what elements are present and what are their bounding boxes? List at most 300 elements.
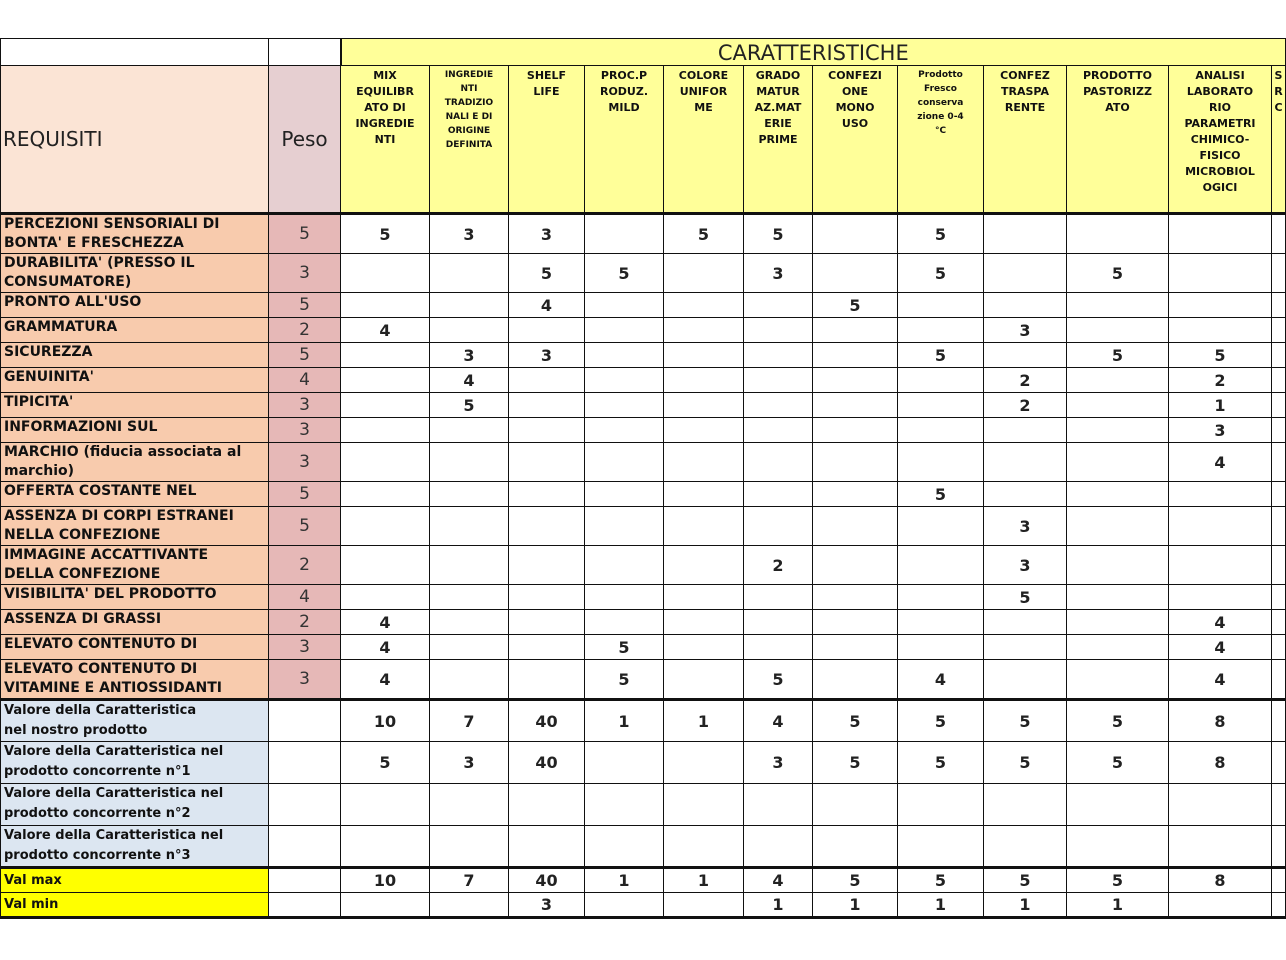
summary-cell [585, 784, 664, 826]
matrix-cell: 5 [898, 214, 984, 254]
requirement-label: ELEVATO CONTENUTO DI VITAMINE E ANTIOSSIDANTI [1, 660, 269, 700]
matrix-cell: 3 [430, 343, 509, 368]
peso-value: 4 [269, 368, 341, 393]
matrix-cell [1272, 318, 1286, 343]
matrix-cell: 5 [1169, 343, 1272, 368]
matrix-cell [984, 418, 1067, 443]
summary-cell [1067, 784, 1169, 826]
minmax-cell [1272, 868, 1286, 893]
requirement-row [1, 318, 1286, 343]
matrix-cell: 3 [984, 507, 1067, 546]
summary-cell [1067, 826, 1169, 868]
matrix-cell [1067, 293, 1169, 318]
requirement-row [1, 393, 1286, 418]
summary-cell: 3 [430, 742, 509, 784]
summary-cell [430, 784, 509, 826]
requirement-label: ASSENZA DI CORPI ESTRANEI NELLA CONFEZIONE [1, 507, 269, 546]
matrix-cell [585, 418, 664, 443]
matrix-cell: 3 [744, 254, 813, 293]
peso-value: 3 [269, 418, 341, 443]
matrix-cell [664, 610, 744, 635]
summary-label: Valore della Caratteristica nel prodotto concorrente n°2 [1, 784, 269, 826]
summary-cell: 40 [509, 700, 585, 742]
matrix-cell [509, 660, 585, 700]
matrix-cell: 4 [509, 293, 585, 318]
summary-cell [1272, 826, 1286, 868]
matrix-cell [430, 507, 509, 546]
column-header: SHELF LIFE [509, 66, 585, 214]
requirement-label: VISIBILITA' DEL PRODOTTO [1, 585, 269, 610]
column-header: GRADO MATUR AZ.MAT ERIE PRIME [744, 66, 813, 214]
matrix-cell [1169, 507, 1272, 546]
matrix-cell [1169, 546, 1272, 585]
matrix-cell [664, 546, 744, 585]
matrix-cell [813, 318, 898, 343]
matrix-cell [984, 610, 1067, 635]
matrix-cell [1272, 343, 1286, 368]
matrix-cell: 2 [1169, 368, 1272, 393]
val-min-row [1, 893, 1286, 918]
matrix-cell [984, 482, 1067, 507]
matrix-cell [813, 393, 898, 418]
matrix-cell: 4 [341, 318, 430, 343]
matrix-cell [1169, 293, 1272, 318]
summary-cell [1169, 826, 1272, 868]
requirement-row [1, 254, 1286, 293]
matrix-cell [1067, 546, 1169, 585]
requirement-label: MARCHIO (fiducia associata al marchio) [1, 443, 269, 482]
blank-cell [269, 700, 341, 742]
matrix-cell [585, 443, 664, 482]
requisiti-header: REQUISITI [1, 66, 269, 214]
minmax-cell: 1 [664, 868, 744, 893]
matrix-cell [984, 293, 1067, 318]
summary-row [1, 700, 1286, 742]
minmax-cell: 4 [744, 868, 813, 893]
summary-cell [664, 826, 744, 868]
minmax-cell: 5 [898, 868, 984, 893]
matrix-cell [341, 482, 430, 507]
requirement-row [1, 418, 1286, 443]
matrix-cell [341, 254, 430, 293]
minmax-cell [1169, 893, 1272, 918]
matrix-cell [744, 635, 813, 660]
matrix-cell [1067, 660, 1169, 700]
summary-cell: 1 [664, 700, 744, 742]
matrix-cell [813, 635, 898, 660]
column-header: PRODOTTO PASTORIZZ ATO [1067, 66, 1169, 214]
matrix-cell [813, 546, 898, 585]
minmax-cell [430, 893, 509, 918]
summary-cell: 5 [898, 700, 984, 742]
summary-cell: 8 [1169, 742, 1272, 784]
matrix-cell [898, 546, 984, 585]
matrix-cell [1067, 318, 1169, 343]
matrix-cell [813, 418, 898, 443]
peso-value: 5 [269, 482, 341, 507]
summary-cell [984, 784, 1067, 826]
matrix-cell [509, 368, 585, 393]
matrix-cell: 3 [984, 318, 1067, 343]
column-header: COLORE UNIFOR ME [664, 66, 744, 214]
minmax-cell: 5 [1067, 868, 1169, 893]
peso-value: 5 [269, 293, 341, 318]
matrix-cell [744, 368, 813, 393]
requirement-label: ELEVATO CONTENUTO DI [1, 635, 269, 660]
matrix-cell [664, 418, 744, 443]
peso-value: 5 [269, 343, 341, 368]
matrix-cell [664, 507, 744, 546]
matrix-cell: 5 [744, 214, 813, 254]
matrix-cell [813, 610, 898, 635]
minmax-cell: 1 [813, 893, 898, 918]
matrix-cell [585, 318, 664, 343]
matrix-cell: 5 [898, 343, 984, 368]
matrix-cell [430, 418, 509, 443]
summary-cell: 8 [1169, 700, 1272, 742]
matrix-cell [898, 393, 984, 418]
matrix-cell [744, 610, 813, 635]
summary-row [1, 742, 1286, 784]
matrix-cell [744, 507, 813, 546]
matrix-cell [1272, 660, 1286, 700]
matrix-cell [664, 585, 744, 610]
matrix-cell [813, 254, 898, 293]
summary-label: Valore della Caratteristica nel prodotto concorrente n°1 [1, 742, 269, 784]
blank-cell [1, 39, 269, 66]
matrix-cell [898, 443, 984, 482]
matrix-cell [744, 343, 813, 368]
minmax-cell: 5 [984, 868, 1067, 893]
requirement-label: PERCEZIONI SENSORIALI DI BONTA' E FRESCHEZZA [1, 214, 269, 254]
matrix-cell [1067, 393, 1169, 418]
column-header: MIX EQUILIBR ATO DI INGREDIE NTI [341, 66, 430, 214]
matrix-cell [664, 343, 744, 368]
summary-cell: 5 [341, 742, 430, 784]
summary-row [1, 784, 1286, 826]
matrix-cell [664, 293, 744, 318]
minmax-cell: 5 [813, 868, 898, 893]
column-header-row [1, 66, 1286, 214]
summary-cell [744, 826, 813, 868]
matrix-cell [744, 443, 813, 482]
matrix-cell [1272, 214, 1286, 254]
matrix-cell [1169, 254, 1272, 293]
matrix-cell [1067, 610, 1169, 635]
matrix-cell [898, 610, 984, 635]
matrix-cell: 5 [1067, 343, 1169, 368]
column-header: S R C [1272, 66, 1286, 214]
matrix-cell [898, 507, 984, 546]
matrix-cell [509, 443, 585, 482]
minmax-cell [341, 893, 430, 918]
matrix-cell: 4 [341, 660, 430, 700]
matrix-cell [744, 418, 813, 443]
summary-row [1, 826, 1286, 868]
matrix-cell [898, 318, 984, 343]
matrix-cell: 5 [898, 482, 984, 507]
matrix-cell: 5 [585, 660, 664, 700]
matrix-cell: 5 [1067, 254, 1169, 293]
peso-value: 2 [269, 546, 341, 585]
minmax-cell: 7 [430, 868, 509, 893]
matrix-cell [813, 368, 898, 393]
matrix-cell [898, 635, 984, 660]
matrix-cell [744, 318, 813, 343]
matrix-cell [984, 443, 1067, 482]
matrix-cell [813, 343, 898, 368]
matrix-cell: 5 [341, 214, 430, 254]
minmax-cell [1272, 893, 1286, 918]
caratteristiche-title: CARATTERISTICHE [341, 39, 1286, 66]
matrix-cell: 2 [984, 393, 1067, 418]
summary-cell [813, 784, 898, 826]
minmax-cell: 8 [1169, 868, 1272, 893]
matrix-cell [813, 482, 898, 507]
peso-header: Peso [269, 66, 341, 214]
matrix-cell [1067, 368, 1169, 393]
matrix-cell [430, 254, 509, 293]
matrix-cell [664, 393, 744, 418]
minmax-cell: 1 [1067, 893, 1169, 918]
summary-cell [898, 784, 984, 826]
summary-cell [1272, 742, 1286, 784]
requirement-label: SICUREZZA [1, 343, 269, 368]
matrix-cell: 5 [984, 585, 1067, 610]
matrix-cell [1067, 585, 1169, 610]
peso-value: 2 [269, 318, 341, 343]
matrix-cell [744, 293, 813, 318]
peso-value: 3 [269, 635, 341, 660]
matrix-cell [341, 546, 430, 585]
matrix-cell [813, 660, 898, 700]
matrix-cell [430, 635, 509, 660]
matrix-cell [1067, 214, 1169, 254]
matrix-cell [509, 318, 585, 343]
matrix-cell [430, 546, 509, 585]
peso-value: 4 [269, 585, 341, 610]
matrix-cell [509, 507, 585, 546]
matrix-cell [341, 585, 430, 610]
requirement-label: DURABILITA' (PRESSO IL CONSUMATORE) [1, 254, 269, 293]
matrix-cell [509, 546, 585, 585]
matrix-cell [1067, 635, 1169, 660]
matrix-cell: 3 [1169, 418, 1272, 443]
matrix-cell: 3 [984, 546, 1067, 585]
summary-cell [430, 826, 509, 868]
matrix-cell [1272, 482, 1286, 507]
matrix-cell: 4 [1169, 610, 1272, 635]
matrix-cell [898, 293, 984, 318]
peso-value: 5 [269, 214, 341, 254]
matrix-cell: 3 [509, 343, 585, 368]
matrix-cell [585, 482, 664, 507]
requirement-row [1, 635, 1286, 660]
column-header: CONFEZ TRASPA RENTE [984, 66, 1067, 214]
summary-cell: 4 [744, 700, 813, 742]
matrix-cell: 4 [898, 660, 984, 700]
matrix-cell [813, 585, 898, 610]
matrix-cell: 5 [744, 660, 813, 700]
matrix-cell [1272, 507, 1286, 546]
matrix-cell: 1 [1169, 393, 1272, 418]
matrix-cell [1067, 507, 1169, 546]
title-row [1, 39, 1286, 66]
requirement-label: IMMAGINE ACCATTIVANTE DELLA CONFEZIONE [1, 546, 269, 585]
matrix-cell [813, 214, 898, 254]
blank-cell [269, 868, 341, 893]
matrix-cell [1272, 393, 1286, 418]
requirement-label: OFFERTA COSTANTE NEL [1, 482, 269, 507]
matrix-cell [984, 214, 1067, 254]
peso-value: 3 [269, 393, 341, 418]
column-header: Prodotto Fresco conserva zione 0-4 °C [898, 66, 984, 214]
matrix-cell [430, 660, 509, 700]
summary-cell [585, 742, 664, 784]
matrix-cell: 4 [341, 635, 430, 660]
blank-cell [269, 742, 341, 784]
matrix-cell [664, 368, 744, 393]
summary-cell [341, 784, 430, 826]
matrix-cell [585, 507, 664, 546]
matrix-cell [984, 343, 1067, 368]
matrix-cell: 5 [813, 293, 898, 318]
matrix-cell: 5 [509, 254, 585, 293]
matrix-cell [1169, 214, 1272, 254]
minmax-cell [585, 893, 664, 918]
requirement-row [1, 507, 1286, 546]
requirement-label: GENUINITA' [1, 368, 269, 393]
matrix-cell [984, 254, 1067, 293]
summary-cell: 5 [984, 700, 1067, 742]
minmax-cell: 40 [509, 868, 585, 893]
matrix-cell [664, 482, 744, 507]
matrix-cell [430, 585, 509, 610]
matrix-cell [341, 443, 430, 482]
matrix-cell [898, 418, 984, 443]
summary-cell [664, 742, 744, 784]
summary-cell: 5 [813, 700, 898, 742]
matrix-cell: 5 [664, 214, 744, 254]
matrix-cell [1169, 585, 1272, 610]
matrix-cell [813, 443, 898, 482]
val-max-row [1, 868, 1286, 893]
matrix-cell: 5 [898, 254, 984, 293]
matrix-cell [585, 368, 664, 393]
summary-cell [813, 826, 898, 868]
matrix-cell [898, 585, 984, 610]
requirement-row [1, 660, 1286, 700]
matrix-cell [1067, 443, 1169, 482]
requirement-row [1, 293, 1286, 318]
matrix-cell: 4 [1169, 443, 1272, 482]
matrix-cell [585, 610, 664, 635]
matrix-cell [1067, 482, 1169, 507]
matrix-cell [1169, 482, 1272, 507]
column-header: PROC.P RODUZ. MILD [585, 66, 664, 214]
summary-cell [898, 826, 984, 868]
matrix-cell [1272, 610, 1286, 635]
peso-value: 3 [269, 443, 341, 482]
matrix-cell [585, 393, 664, 418]
summary-cell [1169, 784, 1272, 826]
column-header: INGREDIE NTI TRADIZIO NALI E DI ORIGINE DEFINITA [430, 66, 509, 214]
matrix-cell [984, 635, 1067, 660]
minmax-cell: 1 [585, 868, 664, 893]
matrix-cell [509, 635, 585, 660]
summary-cell [744, 784, 813, 826]
blank-cell [269, 826, 341, 868]
matrix-cell [585, 585, 664, 610]
minmax-cell: 1 [898, 893, 984, 918]
matrix-cell [664, 443, 744, 482]
matrix-cell: 4 [1169, 660, 1272, 700]
matrix-cell: 5 [430, 393, 509, 418]
matrix-cell [509, 418, 585, 443]
summary-cell: 5 [898, 742, 984, 784]
summary-cell: 1 [585, 700, 664, 742]
summary-label: Valore della Caratteristica nel nostro prodotto [1, 700, 269, 742]
matrix-cell [585, 214, 664, 254]
matrix-cell: 4 [1169, 635, 1272, 660]
summary-cell [664, 784, 744, 826]
blank-cell [269, 39, 341, 66]
summary-cell [984, 826, 1067, 868]
matrix-cell [341, 293, 430, 318]
matrix-cell [1272, 368, 1286, 393]
matrix-cell [984, 660, 1067, 700]
summary-cell [341, 826, 430, 868]
matrix-cell [509, 393, 585, 418]
matrix-cell [744, 482, 813, 507]
matrix-cell: 3 [430, 214, 509, 254]
matrix-cell [585, 546, 664, 585]
summary-cell: 3 [744, 742, 813, 784]
peso-value: 3 [269, 660, 341, 700]
matrix-cell [341, 507, 430, 546]
requirement-label: TIPICITA' [1, 393, 269, 418]
summary-cell [585, 826, 664, 868]
peso-value: 2 [269, 610, 341, 635]
matrix-cell: 3 [509, 214, 585, 254]
matrix-cell [898, 368, 984, 393]
matrix-cell [509, 585, 585, 610]
matrix-cell [585, 343, 664, 368]
matrix-cell: 2 [984, 368, 1067, 393]
minmax-cell: 10 [341, 868, 430, 893]
matrix-cell [1272, 546, 1286, 585]
summary-label: Valore della Caratteristica nel prodotto concorrente n°3 [1, 826, 269, 868]
matrix-cell [509, 482, 585, 507]
matrix-cell [1272, 254, 1286, 293]
minmax-cell: 1 [984, 893, 1067, 918]
matrix-cell [744, 393, 813, 418]
summary-cell [1272, 784, 1286, 826]
matrix-cell [744, 585, 813, 610]
matrix-cell [813, 507, 898, 546]
requirement-row [1, 585, 1286, 610]
matrix-cell [341, 418, 430, 443]
requirement-row [1, 546, 1286, 585]
column-header: CONFEZI ONE MONO USO [813, 66, 898, 214]
minmax-cell: 3 [509, 893, 585, 918]
summary-cell: 10 [341, 700, 430, 742]
requirement-row [1, 443, 1286, 482]
minmax-label: Val max [1, 868, 269, 893]
matrix-cell [1272, 443, 1286, 482]
summary-cell: 5 [1067, 742, 1169, 784]
matrix-cell [1272, 293, 1286, 318]
